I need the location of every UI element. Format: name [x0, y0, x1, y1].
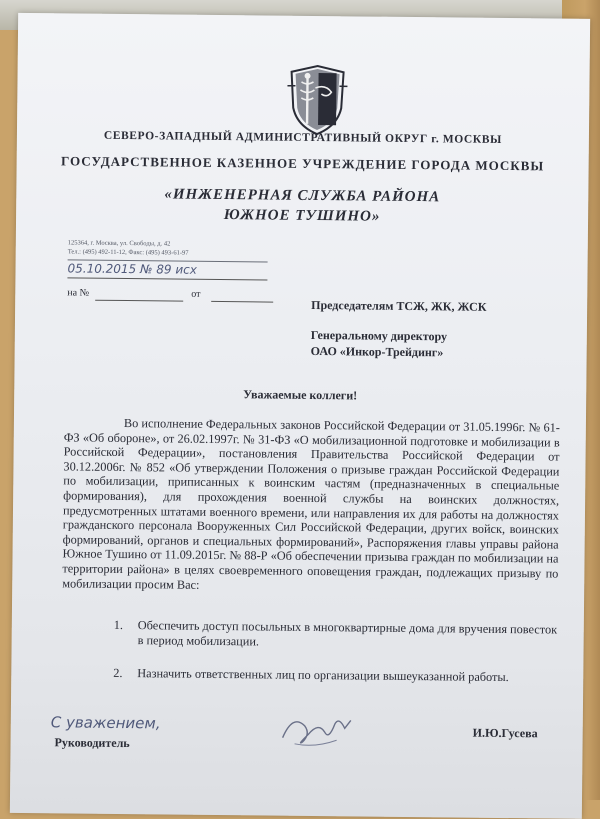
body-paragraph [62, 415, 560, 595]
body-text: Во исполнение Федеральных законов Российской Федерации от 31.05.1996г. № 61-ФЗ «Об обороне», от 26.02.1997г. № 31-ФЗ «О мобилизационной подготовке и мобилизации в Российской Федерации», постановления Правительства Российской Федерации от 30.12.2006г. № 852 «Об утверждении Положения о призыве граждан Российской Федерации по мобилизации, приписанных к воинским частям (предназначенных в специальные формирования), для прохождения военной службы на воинских должностях, предусмотренных штатами военного времени, или направления их для работы на должностях гражданского персонала Вооруженных Сил Российской Федерации, других войск, воинских формирований, органов и специальных формирований», Распоряжения главы управы района Южное Тушино от 11.09.2015г. № 88-Р «Об обеспечении призыва граждан по мобилизации на территории района» в целях своевременного оповещения граждан, подлежащих призыву по мобилизации просим Вас: [62, 415, 560, 595]
service-name-line-2: ЮЖНОЕ ТУШИНО» [16, 205, 588, 228]
signer-title: Руководитель [54, 735, 129, 751]
list-item-number: 1. [114, 618, 123, 633]
signer-name: И.Ю.Гусева [473, 726, 538, 742]
address-text: 125364, г. Москва, ул. Свободы, д. 42 [68, 239, 171, 247]
handwritten-outgoing-number: 05.10.2015 № 89 исх [67, 261, 197, 276]
district-header: СЕВЕРО-ЗАПАДНЫЙ АДМИНИСТРАТИВНЫЙ ОКРУГ г. МОСКВЫ [17, 129, 589, 147]
reference-date-blank [211, 301, 273, 303]
handwritten-closing: С уважением, [51, 713, 161, 732]
reference-number-blank [95, 300, 183, 302]
document-sheet [10, 13, 590, 819]
reference-number-label: на № [67, 287, 89, 298]
greeting: Уважаемые коллеги! [14, 385, 586, 406]
coat-of-arms-icon [285, 64, 350, 137]
recipient-line-1: Председателям ТСЖ, ЖК, ЖСК [311, 298, 486, 315]
service-name-line-1: «ИНЖЕНЕРНАЯ СЛУЖБА РАЙОНА [16, 185, 588, 208]
date-underline [67, 277, 267, 280]
recipient-line-3: ОАО «Инкор-Трейдинг» [311, 344, 444, 360]
list-item-number: 2. [113, 666, 122, 681]
reference-date-label: от [191, 289, 200, 300]
list-item [61, 665, 557, 688]
institution-header: ГОСУДАРСТВЕННОЕ КАЗЕННОЕ УЧРЕЖДЕНИЕ ГОРОДА МОСКВЫ [17, 153, 589, 175]
phone-fax-text: Тел.: (495) 492-11-12, Факс: (495) 493-61-97 [68, 248, 189, 256]
handwritten-signature [275, 704, 375, 751]
list-item [62, 617, 558, 654]
recipient-line-2: Генеральному директору [311, 328, 447, 344]
list-item-text: Обеспечить доступ посыльных в многоквартирные дома для вручения повесток в период мобилизации. [138, 618, 558, 652]
list-item-text: Назначить ответственных лиц по организации вышеуказанной работы. [137, 666, 557, 685]
